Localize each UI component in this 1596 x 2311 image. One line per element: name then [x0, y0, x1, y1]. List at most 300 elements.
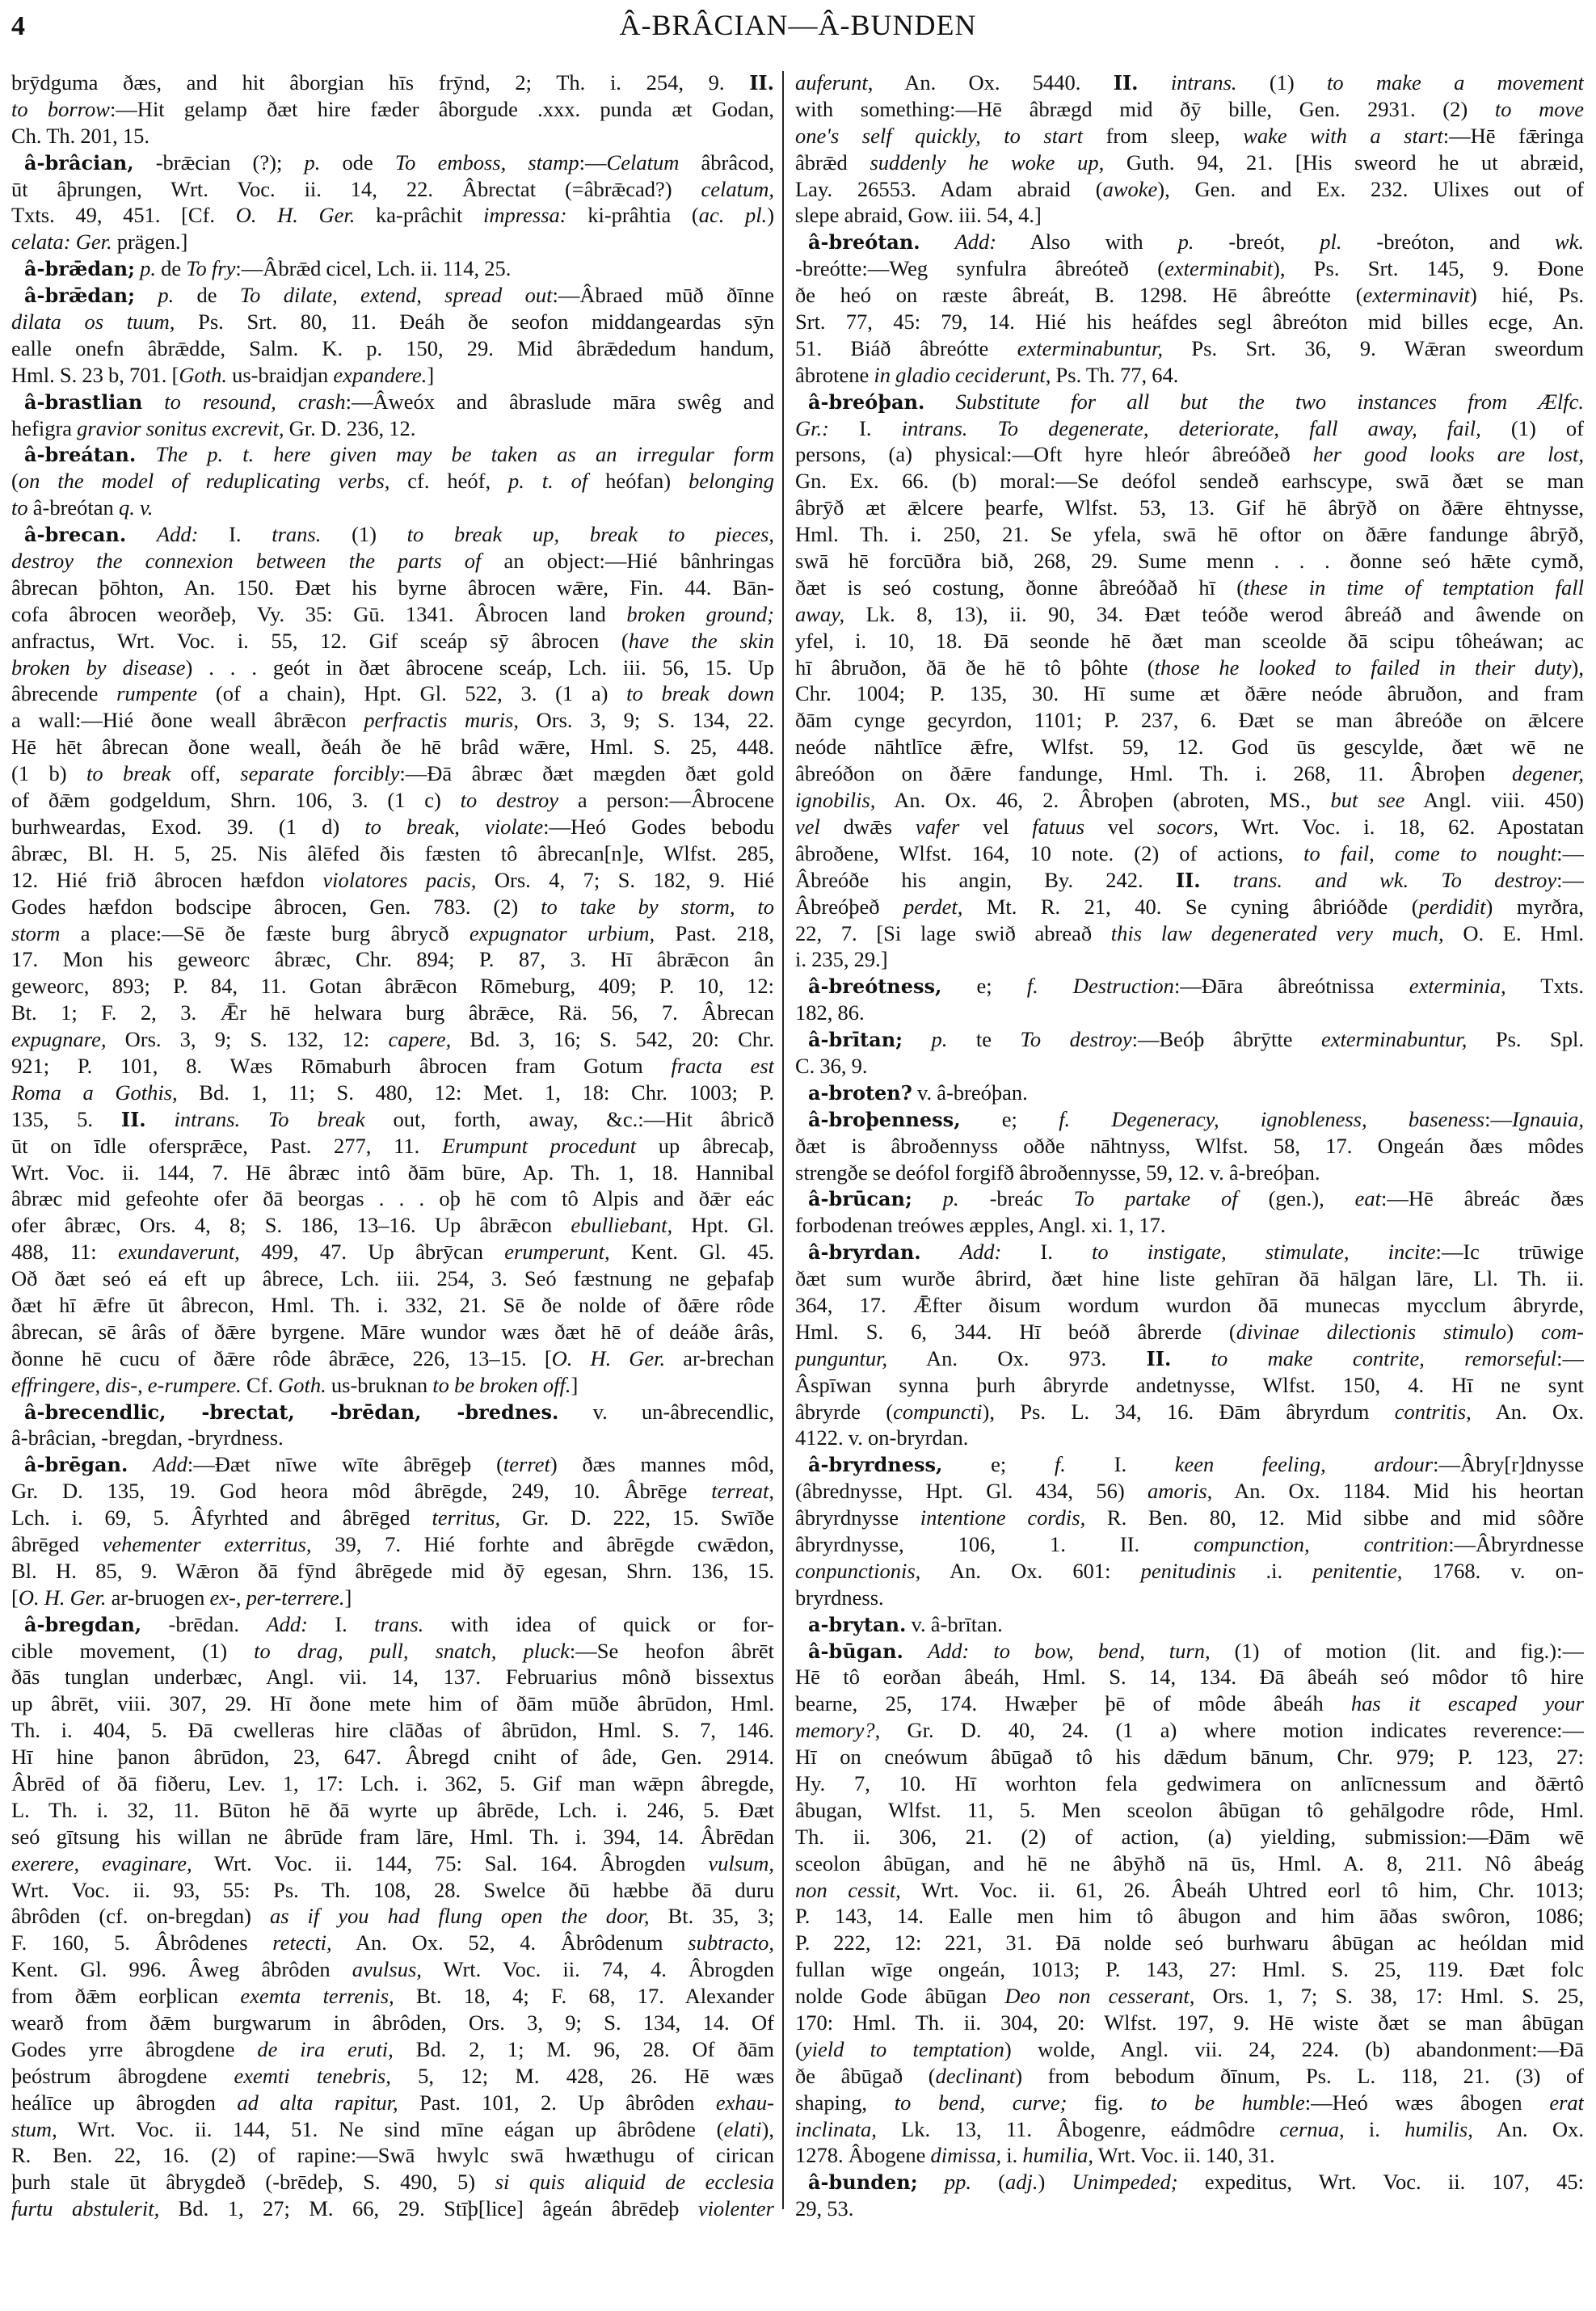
italic-text: terret	[503, 1452, 550, 1477]
text-line	[795, 1319, 1584, 1345]
text-line	[795, 1558, 1584, 1585]
roman-text: ki-prâhtia (	[566, 203, 699, 228]
roman-text: ar-brechan	[665, 1345, 774, 1370]
text-line	[11, 335, 774, 362]
roman-text: Hē hēt âbrecan ðone weall, ðeáh ðe hē brâd wǣre, Hml. S. 25, 448.	[11, 735, 774, 760]
italic-text: those he looked to failed in their duty	[1154, 655, 1572, 680]
text-line	[795, 1956, 1584, 1983]
text-line	[795, 1983, 1584, 2010]
headword: II.	[1146, 1346, 1172, 1370]
roman-text: Srt. 77, 45: 79, 14. Hié his heáfdes segl âbreóton mid billes ecge, An.	[795, 309, 1584, 335]
text-line	[795, 1372, 1584, 1399]
roman-text: 29, 53.	[795, 2196, 854, 2221]
italic-text: territus,	[432, 1505, 501, 1530]
roman-text: âbræc mid gefeohte ofer ðā beorgas . . . oþ hē com tô Alpis and ðǣr eác	[11, 1186, 774, 1211]
italic-text: eat	[1354, 1186, 1382, 1211]
roman-text: Gr. D. 135, 19. God heora môd âbrēgde, 249, 10. Âbrēge	[11, 1479, 712, 1504]
roman-text: ) hié, Ps.	[1470, 283, 1584, 308]
text-line	[11, 1903, 774, 1930]
roman-text: 170: Hml. Th. ii. 304, 20: Wlfst. 197, 9. Hē wiste ðæt se man âbūgan	[795, 2010, 1584, 2035]
roman-text: âbrôden (cf. on-bregdan)	[11, 1904, 270, 1929]
roman-text	[146, 1107, 175, 1131]
text-line	[795, 149, 1584, 176]
roman-text: :—Âbraed mūð ðīnne	[552, 283, 774, 308]
column-divider	[782, 71, 784, 2209]
roman-text: Wrt. Voc. ii. 144, 7. Hē âbræc intô ðām būre, Ap. Th. 1, 18. Hannibal	[11, 1160, 774, 1185]
roman-text: geweorc, 893; P. 84, 11. Gotan âbrǣcon Rōmeburg, 409; P. 10, 12:	[11, 974, 774, 999]
italic-text: one's self quickly, to start	[795, 123, 1084, 148]
text-line	[795, 1585, 1584, 1611]
italic-text: auferunt,	[795, 70, 874, 95]
roman-text: Ps. Srt. 80, 11. Ðeáh ðe seofon middangeardas sȳn	[175, 309, 774, 335]
roman-text: cf. heóf,	[390, 469, 508, 494]
text-line	[11, 1345, 774, 1372]
roman-text: Hī hine þanon âbrūdon, 23, 647. Âbregd cniht of âde, Gen. 2914.	[11, 1745, 774, 1770]
italic-text: celatum,	[701, 176, 774, 201]
roman-text: Bd. 1, 27; M. 66, 29. Stīþ[lice] âgeán âbrēdeþ	[159, 2196, 698, 2221]
text-line	[11, 96, 774, 123]
roman-text: R. Ben. 80, 12. Mid sibbe and mid sôðre	[1085, 1505, 1584, 1530]
italic-text: Add:	[266, 1611, 308, 1636]
italic-text: to destroy	[460, 788, 559, 813]
roman-text: i.	[1344, 2116, 1405, 2141]
roman-text: âbrâcod,	[679, 149, 774, 175]
italic-text: trans.	[272, 522, 322, 547]
text-line	[795, 1000, 1584, 1026]
text-line	[795, 1160, 1584, 1186]
italic-text: perdidit	[1418, 894, 1486, 919]
italic-text: amoris,	[1148, 1479, 1213, 1504]
roman-text: nolde Gode âbūgan	[795, 1984, 1005, 2009]
text-line	[795, 1478, 1584, 1505]
roman-text: I.	[1001, 1240, 1092, 1265]
roman-text: ]	[427, 362, 435, 387]
italic-text: exterminia,	[1409, 974, 1506, 999]
roman-text: Txts.	[1505, 974, 1584, 999]
italic-text: To destroy	[1020, 1027, 1132, 1052]
roman-text: expeditus, Wrt. Voc. ii. 107, 45:	[1177, 2170, 1584, 2195]
italic-text: Erumpunt procedunt	[441, 1133, 637, 1158]
roman-text: Lay. 26553. Adam abraid (	[795, 176, 1103, 201]
text-line	[11, 69, 774, 96]
roman-text: (1 b)	[11, 761, 86, 786]
text-line	[795, 362, 1584, 389]
text-line	[11, 2169, 774, 2195]
italic-text: com-	[1541, 1319, 1584, 1344]
roman-text: Hē tô eorðan âbeáh, Hml. S. 14, 134. Ðā âbeáh seó môdor tô hire	[795, 1665, 1584, 1690]
text-line	[795, 495, 1584, 521]
headword: â-bryrdan.	[808, 1240, 921, 1265]
roman-text: :—	[1484, 1106, 1512, 1131]
italic-text: to instigate, stimulate, incite	[1092, 1240, 1436, 1265]
roman-text: fullan wīge ongeán, 1013; P. 143, 27: Hml. S. 25, 119. Ðæt folc	[795, 1957, 1584, 1982]
italic-text: penitentie,	[1312, 1558, 1403, 1583]
italic-text: vehementer exterritus,	[102, 1531, 312, 1556]
italic-text: exhau-	[715, 2090, 774, 2115]
text-line	[795, 1770, 1584, 1797]
italic-text: perfractis muris,	[364, 708, 519, 733]
text-line	[795, 1744, 1584, 1770]
italic-text: avulsus,	[352, 1957, 422, 1982]
text-line	[11, 2090, 774, 2116]
roman-text: Âspīwan synna þurh âbryrde andetnysse, Wlfst. 150, 4. Hī ne synt	[795, 1372, 1584, 1397]
roman-text: Lk. 13, 11. Âbogenre, eádmôdre	[876, 2116, 1280, 2141]
italic-text: Add:	[954, 229, 997, 255]
text-line	[11, 2010, 774, 2036]
text-line	[795, 2036, 1584, 2063]
roman-text: i. 235, 29.]	[795, 947, 888, 972]
italic-text: p.	[942, 1186, 959, 1211]
roman-text: Bd. 1, 11; S. 480, 12: Met. 1, 18: Chr. 1003; P.	[177, 1080, 774, 1105]
roman-text: -breótte:—Weg synfulra âbreóteð (	[795, 256, 1165, 281]
roman-text: an object:—Hié bânhringas	[481, 549, 774, 574]
text-line	[795, 760, 1584, 787]
entry-headline	[795, 229, 1584, 255]
roman-text: ðe âbūgað (	[795, 2063, 936, 2088]
italic-text: her good looks are lost,	[1312, 442, 1584, 467]
roman-text: Âbreóðe his angin, By. 242.	[795, 867, 1176, 892]
italic-text: conpunctionis,	[795, 1558, 921, 1583]
italic-text: to borrow	[11, 96, 110, 121]
roman-text: âbryrdnysse	[795, 1505, 920, 1530]
italic-text: exterminavit	[1362, 283, 1471, 308]
roman-text: :—	[1556, 1345, 1584, 1370]
roman-text	[924, 389, 955, 414]
italic-text: destroy the connexion between the parts of	[11, 549, 482, 574]
roman-text: âbrecan þōhton, An. 150. Ðæt his byrne âbrocen wǣre, Fin. 44. Bān-	[11, 575, 774, 600]
text-line	[11, 1212, 774, 1239]
text-line	[795, 521, 1584, 548]
text-line	[795, 946, 1584, 973]
roman-text: An. Ox.	[1472, 2116, 1584, 2141]
entry-headline	[11, 149, 774, 176]
text-line	[11, 787, 774, 814]
roman-text: ar-bruogen	[106, 1585, 210, 1610]
italic-text: dilata os tuum,	[11, 309, 175, 335]
roman-text: âbryrde (	[795, 1399, 894, 1424]
text-line	[11, 840, 774, 867]
italic-text: Substitute for all but the two instances from Ælfc.	[955, 389, 1584, 414]
text-line	[11, 1265, 774, 1292]
roman-text: e;	[960, 1106, 1059, 1131]
roman-text: 22, 7. [Si lage swið abreað	[795, 920, 1111, 945]
text-line	[795, 309, 1584, 335]
roman-text: âbryrdnysse, 106, 1. II.	[795, 1531, 1194, 1556]
headword: II.	[749, 71, 774, 95]
italic-text: exterminabuntur,	[1017, 335, 1164, 360]
italic-text: impressa:	[483, 203, 567, 228]
roman-text: v. â-brītan.	[906, 1611, 1003, 1636]
roman-text: âbrēged	[11, 1531, 103, 1556]
text-line	[11, 2142, 774, 2169]
roman-text: P. 143, 14. Ealle men him tô âbugon and him āðas swôron, 1086;	[795, 1904, 1584, 1929]
roman-text	[1201, 868, 1233, 892]
text-line	[795, 2090, 1584, 2116]
roman-text: wearð from ðǣm burgwarum in âbrôden, Ors. 3, 9; S. 134, 14. Of	[11, 2010, 774, 2035]
italic-text: Goth.	[278, 1372, 326, 1397]
italic-text: yield to temptation	[802, 2036, 1004, 2061]
roman-text: (	[971, 2170, 1006, 2195]
roman-text: ) wolde, Angl. vii. 24, 224. (b) abandonment:—Ðā	[1004, 2036, 1584, 2061]
roman-text: :—Hē fǣringa	[1442, 123, 1584, 148]
italic-text: ad alta rapitur,	[237, 2090, 398, 2115]
roman-text: An. Ox.	[1471, 1399, 1584, 1424]
italic-text: The p. t. here given may be taken as an irregular form	[155, 442, 774, 467]
italic-text: separate forcibly	[240, 761, 400, 786]
text-line	[11, 1824, 774, 1850]
italic-text: dimissa,	[930, 2143, 1002, 2168]
roman-text: dwǣs	[819, 814, 916, 839]
roman-text: 51. Biáð âbreótte	[795, 335, 1017, 360]
page-number: 4	[11, 11, 25, 41]
italic-text: de ira eruti,	[257, 2036, 394, 2061]
roman-text: Bt. 1; F. 2, 3. Ǣr hē helwara burg âbrǣce, Rä. 56, 7. Âbrecan	[11, 1000, 774, 1025]
text-line	[11, 123, 774, 149]
roman-text: hī âbruðon, ðā ðe hē tô þôhte (	[795, 655, 1155, 680]
italic-text: has it escaped your	[1350, 1691, 1584, 1716]
italic-text: wake with a start	[1243, 123, 1443, 148]
text-line	[11, 628, 774, 655]
roman-text: ðæt hī ǣfre ūt âbrecon, Hml. Th. i. 332, 21. Sē ðe nolde of ðǣre rôde	[11, 1292, 774, 1317]
roman-text: yfel, i. 10, 18. Ðā seonde hē ðæt man sceolde ðā scipu tôheáwan; ac	[795, 628, 1584, 653]
italic-text: Add	[153, 1452, 187, 1477]
text-line	[795, 1850, 1584, 1877]
roman-text: Ps. Spl.	[1467, 1027, 1584, 1052]
roman-text: a wall:—Hié ðone weall âbrǣcon	[11, 708, 364, 733]
roman-text: out, forth, away, &c.:—Hit âbricð	[364, 1106, 774, 1131]
italic-text: to break up, break to pieces,	[406, 522, 774, 547]
roman-text: Wrt. Voc. ii. 144, 75: Sal. 164. Âbrogden	[192, 1850, 709, 1875]
roman-text: forbodenan treówes æpples, Angl. xi. 1, 17.	[795, 1213, 1166, 1238]
roman-text: a place:—Sē ðe fæste burg âbrycð	[60, 920, 470, 945]
roman-text: Txts. 49, 451. [Cf.	[11, 203, 236, 228]
text-line	[11, 2116, 774, 2143]
text-line	[11, 2063, 774, 2090]
roman-text: 17. Mon his geweorc âbræc, Chr. 894; P. 87, 3. Hī âbrǣcon ân	[11, 947, 774, 972]
roman-text: slepe abraid, Gow. iii. 54, 4.]	[795, 203, 1042, 228]
roman-text: off,	[171, 761, 241, 786]
italic-text: erumperunt,	[504, 1240, 610, 1265]
italic-text: humilis,	[1404, 2116, 1473, 2141]
roman-text: Bl. H. 85, 9. Wǣron ðā fȳnd âbrēgede mid ðȳ egesan, Shrn. 136, 15.	[11, 1558, 774, 1583]
text-line	[795, 96, 1584, 123]
italic-text: penitudinis	[1140, 1558, 1236, 1583]
text-line	[11, 495, 774, 521]
headword: II.	[1175, 868, 1201, 892]
text-line	[11, 468, 774, 495]
roman-text: -brǣcian (?);	[133, 149, 305, 175]
roman-text: ) myrðra,	[1485, 894, 1584, 919]
text-line	[11, 229, 774, 255]
roman-text: 1768. v. on-	[1402, 1558, 1584, 1583]
italic-text: have the skin	[628, 628, 774, 653]
roman-text: âbreóðon on ðǣre fandunge, Hml. Th. i. 268, 11. Âbroþen	[795, 761, 1512, 786]
roman-text: ðæt sum wurðe âbrird, ðæt hine liste gehīran ðā hālgan lāre, Ll. Th. ii.	[795, 1266, 1584, 1291]
text-line	[795, 1531, 1584, 1558]
text-line	[11, 1690, 774, 1717]
text-line	[11, 973, 774, 1000]
roman-text: â-breótan	[27, 495, 119, 520]
text-line	[11, 707, 774, 734]
text-line	[11, 1744, 774, 1770]
roman-text: An. Ox. 5440.	[873, 70, 1114, 95]
headword: â-bregdan,	[24, 1612, 142, 1636]
italic-text: broken by disease	[11, 655, 186, 680]
italic-text: Celatum	[606, 149, 680, 175]
roman-text: Âbreóþeð	[795, 894, 903, 919]
italic-text: vulsum,	[708, 1850, 774, 1875]
italic-text: adj.	[1005, 2170, 1038, 2195]
italic-text: Unimpeded;	[1072, 2170, 1178, 2195]
italic-text: divinae dilectionis stimulo	[1236, 1319, 1507, 1344]
italic-text: contritis,	[1394, 1399, 1472, 1424]
roman-text: :—Heó wæs âbogen	[1304, 2090, 1550, 2115]
text-line	[795, 123, 1584, 149]
roman-text	[142, 389, 164, 414]
roman-text: with idea of quick or for-	[423, 1611, 774, 1636]
roman-text: anfractus, Wrt. Voc. i. 55, 12. Gif sceáp sȳ âbrocen (	[11, 628, 629, 653]
text-line	[795, 814, 1584, 840]
roman-text: ðæt is âbroðennyss oððe nāhtnyss, Wlfst. 58, 17. Ongeán ðæs môdes	[795, 1133, 1584, 1158]
roman-text: up âbrecaþ,	[636, 1133, 774, 1158]
italic-text: vafer	[915, 814, 960, 839]
entry-headline	[795, 1451, 1584, 1478]
text-line	[11, 894, 774, 920]
roman-text	[1171, 1346, 1211, 1370]
headword: II.	[120, 1107, 146, 1131]
entry-headline	[795, 1080, 1584, 1106]
headword: â-breótan.	[808, 230, 920, 255]
roman-text: e;	[942, 1452, 1055, 1477]
roman-text: vel	[1084, 814, 1158, 839]
roman-text: ode	[320, 149, 395, 175]
italic-text: perdet,	[903, 894, 963, 919]
roman-text: )	[767, 203, 774, 228]
roman-text: :—	[579, 149, 607, 175]
roman-text: 921; P. 101, 8. Wæs Rōmaburh âbrocen fram Gotum	[11, 1053, 672, 1078]
text-line	[795, 2116, 1584, 2143]
text-line	[11, 1638, 774, 1665]
text-line	[11, 1877, 774, 1904]
italic-text: expugnator urbium,	[469, 920, 655, 945]
italic-text: ignobilis,	[795, 788, 876, 813]
roman-text: ) ðæs mannes môd,	[550, 1452, 774, 1477]
roman-text: Mt. R. 21, 40. Se cyning âbrióðde (	[962, 894, 1419, 919]
roman-text: Oð ðæt seó eá eft up âbrece, Lch. iii. 254, 3. Seó fæstnung ne geþafaþ	[11, 1266, 774, 1291]
text-line	[11, 1160, 774, 1186]
roman-text	[135, 283, 158, 307]
roman-text: Hml. S. 6, 344. Hī beóð âbrerde (	[795, 1319, 1236, 1344]
text-line	[11, 655, 774, 681]
roman-text: Ors. 3, 9; S. 134, 22.	[519, 708, 774, 733]
roman-text: :—Se heofon âbrēt	[569, 1638, 774, 1663]
roman-text: e;	[941, 974, 1027, 999]
entry-headline	[795, 1106, 1584, 1133]
roman-text: Ors. 1, 7; S. 38, 17: Hml. S. 25,	[1194, 1984, 1584, 2009]
roman-text: Wrt. Voc. i. 18, 62. Apostatan	[1218, 814, 1584, 839]
entry-headline	[795, 1239, 1584, 1265]
roman-text: Gn. Ex. 66. (b) moral:—Se deófol sendeð earhscype, swā ðæt se man	[795, 469, 1584, 494]
roman-text: seó gītsung his willan ne âbrūde fram lāre, Hml. Th. i. 394, 14. Âbrēdan	[11, 1824, 774, 1849]
italic-text: Deo non cesserant,	[1004, 1984, 1195, 2009]
italic-text: broken ground;	[626, 601, 774, 626]
text-line	[11, 1292, 774, 1319]
roman-text: Wrt. Voc. ii. 74, 4. Âbrogden	[421, 1957, 774, 1982]
italic-text: p.	[140, 256, 156, 281]
roman-text: ūt âþrungen, Wrt. Voc. ii. 14, 22. Âbrectat (=âbrǣcad?)	[11, 176, 701, 201]
italic-text: f.	[1054, 1452, 1066, 1477]
headword: â-brǣdan;	[24, 284, 135, 308]
text-line	[11, 1478, 774, 1505]
roman-text: persons, (a) physical:—Oft hyre hleór âbreóðeð	[795, 442, 1313, 467]
italic-text: trans. and wk. To destroy	[1232, 867, 1557, 892]
headword: â-bryrdness,	[808, 1453, 943, 1477]
headword: â-būgan.	[808, 1639, 903, 1663]
italic-text: fatuus	[1032, 814, 1085, 839]
text-line	[795, 575, 1584, 601]
roman-text: 135, 5.	[11, 1106, 121, 1131]
italic-text: pl.	[1320, 229, 1342, 255]
text-line	[11, 176, 774, 203]
italic-text: to make contrite, remorseful	[1211, 1345, 1557, 1370]
text-line	[795, 548, 1584, 575]
roman-text: shaping,	[795, 2090, 895, 2115]
headword: II.	[1113, 71, 1139, 95]
text-line	[11, 1372, 774, 1399]
roman-text: ūt on īdle ofersprǣce, Past. 277, 11.	[11, 1133, 442, 1158]
italic-text: punguntur,	[795, 1345, 888, 1370]
roman-text: L. Th. i. 32, 11. Būton hē ðā wyrte up âbrēde, Lch. i. 246, 5. Ðæt	[11, 1797, 774, 1822]
italic-text: Ignauia,	[1511, 1106, 1584, 1131]
italic-text: f. Degeneracy, ignobleness, baseness	[1059, 1106, 1485, 1131]
italic-text: intentione cordis,	[920, 1505, 1086, 1530]
roman-text: :—Hit gelamp ðæt hire fæder âborgude .xxx. punda æt Godan,	[109, 96, 774, 121]
roman-text: us-braidjan	[226, 362, 334, 387]
italic-text: exterminabit	[1164, 256, 1273, 281]
roman-text: ealle onefn âbrǣdde, Salm. K. p. 150, 29. Mid âbrǣdedum handum,	[11, 335, 774, 360]
italic-text: to make a movement	[1327, 70, 1584, 95]
roman-text: .i.	[1236, 1558, 1313, 1583]
italic-text: To emboss, stamp	[394, 149, 579, 175]
roman-text: (1) of	[1480, 415, 1584, 440]
text-line	[795, 1053, 1584, 1080]
text-line	[11, 1239, 774, 1265]
roman-text: 4122. v. on-bryrdan.	[795, 1425, 969, 1450]
text-line	[11, 1983, 774, 2010]
roman-text: Bd. 3, 16; S. 542, 20: Chr.	[451, 1027, 774, 1052]
text-line	[11, 1930, 774, 1956]
italic-text: to fail, come to nought	[1303, 840, 1557, 865]
italic-text: p.	[304, 149, 321, 175]
entry-headline	[11, 521, 774, 548]
roman-text: 488, 11:	[11, 1240, 118, 1265]
text-line	[795, 734, 1584, 760]
text-line	[11, 814, 774, 840]
roman-text: Chr. 1004; P. 135, 30. Hī sume æt ðǣre neóde âbruðon, and fram	[795, 681, 1584, 706]
roman-text: Bt. 18, 4; F. 68, 17. Alexander	[394, 1984, 774, 2009]
roman-text: (âbrednysse, Hpt. Gl. 434, 56)	[795, 1479, 1148, 1504]
text-line	[11, 734, 774, 760]
roman-text: Bt. 35, 3;	[649, 1904, 774, 1929]
italic-text: to bend, curve;	[894, 2090, 1068, 2115]
text-line	[795, 1797, 1584, 1824]
entry-headline	[795, 1026, 1584, 1053]
text-line	[11, 867, 774, 894]
roman-text	[912, 1186, 943, 1210]
roman-text: Gr. D. 222, 15. Swīðe	[500, 1505, 774, 1530]
roman-text: Lch. i. 69, 5. Âfyrhted and âbrēged	[11, 1505, 432, 1530]
text-line	[795, 1212, 1584, 1239]
